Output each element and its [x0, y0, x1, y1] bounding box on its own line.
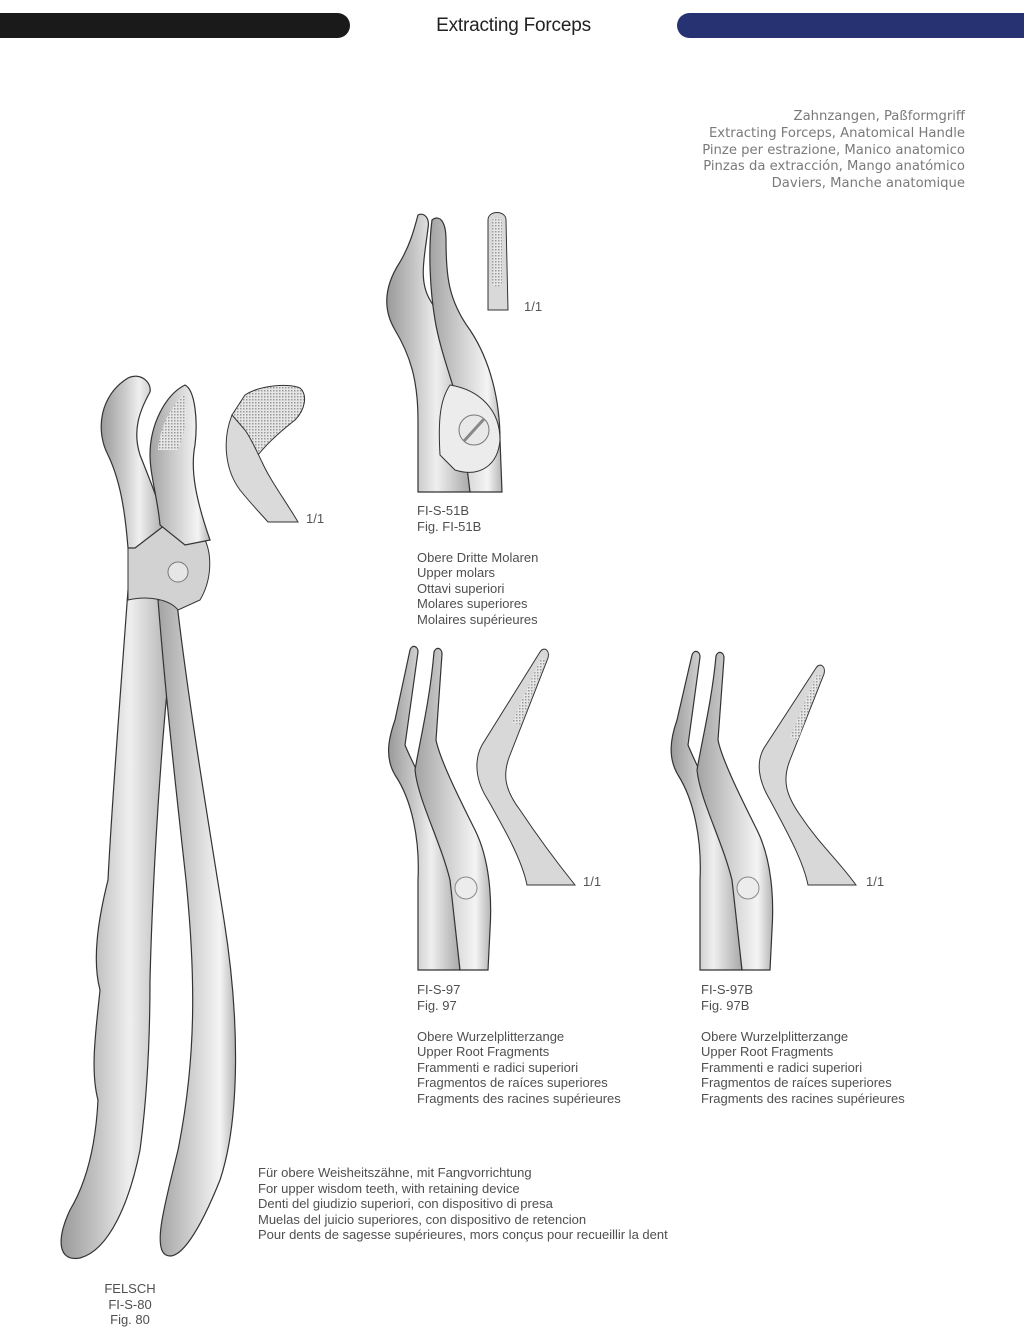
- caption-fi-s-97b: [701, 982, 905, 1106]
- scale-label-fi-s-80: 1/1: [306, 511, 325, 526]
- description-it: Denti del giudizio superiori, con dispositivo di presa: [258, 1196, 553, 1211]
- description-fi-s-80: [258, 1165, 668, 1243]
- caption-fi-s-51b: [417, 503, 538, 627]
- figure-number: Fig. FI-51B: [417, 518, 482, 534]
- description-en: Upper Root Fragments: [701, 1044, 834, 1059]
- figure-number: Fig. 97: [417, 997, 457, 1013]
- subtitle-line-es: Pinzas da extracción, Mango anatómico: [703, 159, 965, 175]
- caption-fi-s-80: [90, 1281, 170, 1328]
- description-es: Fragmentos de raíces superiores: [417, 1075, 608, 1090]
- description-fr: Pour dents de sagesse supérieures, mors conçus pour recueillir la dent: [258, 1227, 668, 1242]
- description-en: Upper molars: [417, 565, 496, 580]
- subtitle-line-de: Zahnzangen, Paßformgriff: [793, 109, 965, 124]
- description-en: Upper Root Fragments: [417, 1044, 550, 1059]
- description-fr: Fragments des racines supérieures: [417, 1090, 621, 1106]
- product-code: FI-S-97B: [701, 982, 754, 997]
- product-code: FI-S-97: [417, 982, 461, 997]
- caption-fi-s-97: [417, 982, 621, 1106]
- scale-label-fi-s-97b: 1/1: [866, 874, 885, 889]
- description-de: Obere Dritte Molaren: [417, 549, 539, 565]
- subtitle-line-en: Extracting Forceps, Anatomical Handle: [708, 125, 965, 141]
- description-it: Frammenti e radici superiori: [701, 1059, 863, 1075]
- subtitle-line-fr: Daviers, Manche anatomique: [771, 176, 965, 192]
- description-de: Obere Wurzelplitterzange: [701, 1028, 849, 1044]
- product-code: FI-S-80: [108, 1296, 152, 1312]
- product-code: FI-S-51B: [417, 503, 470, 518]
- description-it: Frammenti e radici superiori: [417, 1059, 579, 1075]
- description-de: Obere Wurzelplitterzange: [417, 1028, 565, 1044]
- scale-label-fi-s-51b: 1/1: [524, 299, 543, 314]
- figure-number: Fig. 80: [110, 1312, 150, 1327]
- page-title: Extracting Forceps: [436, 15, 591, 36]
- subtitle-line-it: Pinze per estrazione, Manico anatomico: [702, 142, 965, 158]
- description-en: For upper wisdom teeth, with retaining device: [258, 1180, 520, 1196]
- brand-name: FELSCH: [104, 1281, 156, 1296]
- scale-label-fi-s-97: 1/1: [583, 874, 602, 889]
- description-es: Molares superiores: [417, 596, 528, 611]
- figure-number: Fig. 97B: [701, 997, 750, 1013]
- description-fr: Molaires supérieures: [417, 611, 538, 627]
- description-es: Muelas del juicio superiores, con dispositivo de retencion: [258, 1211, 587, 1227]
- description-de: Für obere Weisheitszähne, mit Fangvorrichtung: [258, 1165, 532, 1180]
- description-fr: Fragments des racines supérieures: [701, 1090, 905, 1106]
- description-it: Ottavi superiori: [417, 580, 505, 596]
- description-es: Fragmentos de raíces superiores: [701, 1075, 892, 1090]
